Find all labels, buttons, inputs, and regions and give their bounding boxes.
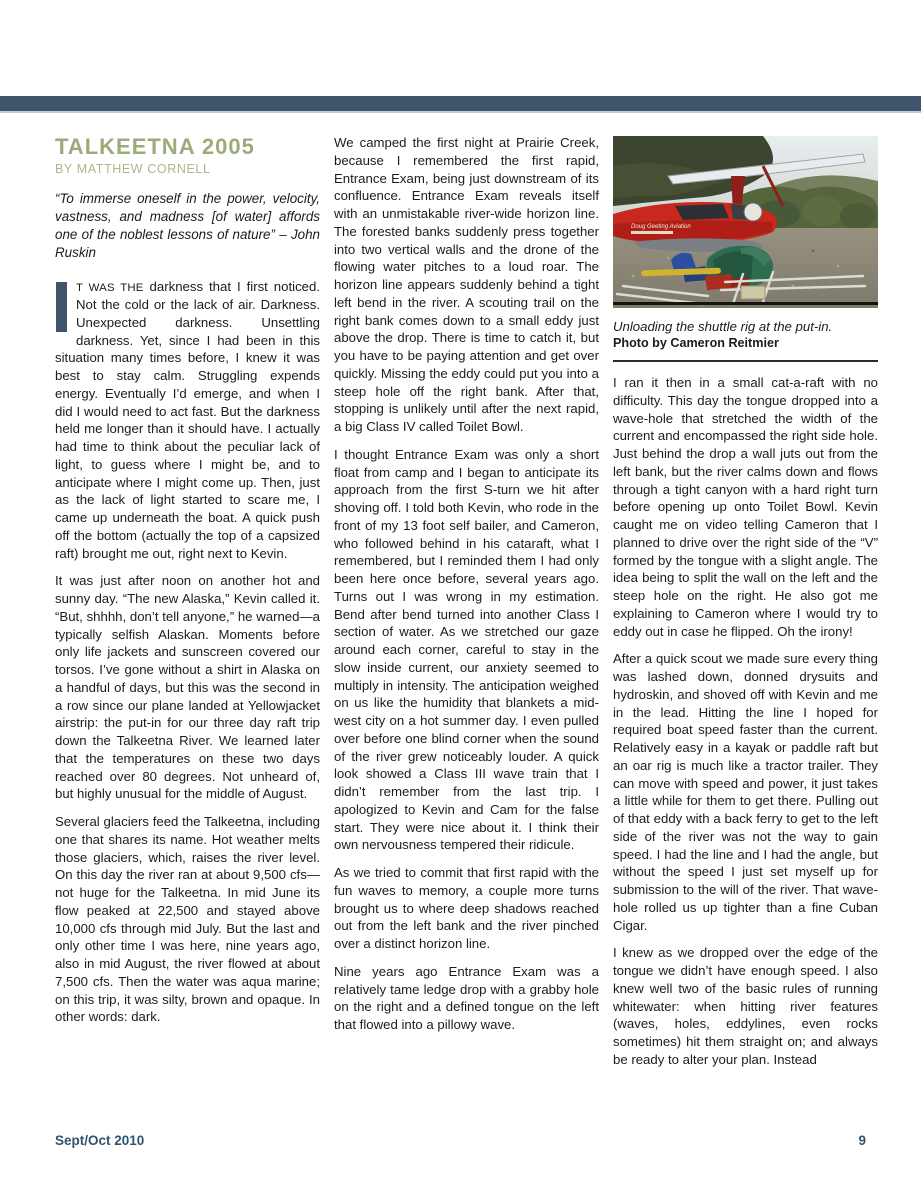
column-1 [55, 130, 320, 1079]
put-in-photo [613, 136, 878, 313]
paragraph-text: darkness that I first noticed. Not the cold or the lack of air. Darkness. Unexpected darkness. Unsettling darkness. Yet, since I had been in this situation many times before, I knew it was best to stay calm. Struggling expends energy. Eventually I’d emerge, and when I did I would need to act fast. But the darkness held me longer than it should have. I actually had time to think about the peculiar lack of light, to guess where I might be, and to anticipate where I might come up. Then, just as the lack of light started to scare me, I came up underneath the boat. A quick push off the bottom (actually the top of a capsized raft) brought me out, right next to Kevin. [55, 278, 320, 561]
paragraph: We camped the first night at Prairie Creek, because I remembered the first rapid, Entrance Exam, being just downstream of its confluence. Entrance Exam reveals itself with an unmistakable river-wide horizon line. The forested banks suddenly press together into two vertical walls and the drone of the flowing water pitches to a loud roar. The horizon line appears suddenly behind a tight left bend in the river. A scouting trail on the right bank comes down to a small eddy just above the drop. There is time to catch it, but you have to be paying attention and get over quickly. Missing the eddy could put you into a steep hole off the right bank. After that, stopping is unlikely until after the next rapid, a big Class IV called Toilet Bowl. [334, 135, 599, 434]
paragraph: It was just after noon on another hot and sunny day. “The new Alaska,” Kevin called it. “But, shhhh, don’t tell anyone,” he warned—a typically selfish Alaskan. Moments before only life jackets and sunscreen covered our torsos. I’ve gone without a shirt in Alaska on a handful of days, but this was the second in a row since our plane landed at Yellowjacket airstrip: the put-in for our three day raft trip down the Talkeetna River. We learned later that the temperatures on these two days reached over 80 degrees. Not unheard of, but highly unusual for the middle of August. [55, 573, 320, 802]
header-accent-bar [0, 96, 921, 113]
paragraph [55, 278, 320, 563]
footer-issue-date: Sept/Oct 2010 [55, 1133, 145, 1148]
photo-bottom-edge [613, 302, 878, 305]
epigraph-quote: “To immerse oneself in the power, velocity, vastness, and madness [of water] affords one of the noblest lessons of nature” – John Ruskin [55, 191, 320, 260]
byline: BY MATTHEW CORNELL [55, 162, 211, 176]
paragraph: I thought Entrance Exam was only a short float from camp and I began to anticipate its approach from the first S-turn we hit after shoving off. I told both Kevin, who rode in the front of my 13 foot self bailer, and Cameron, who followed behind in his cataraft, what I remembered, but I reminded them I had only been here once before, several years ago. Turns out I was wrong in my estimation. Bend after bend turned into another Class I section of water. As we stretched our gaze around each corner, careful to stay in the slow inside current, our anxiety seemed to multiply in intensity. The anticipation weighed on us like the humidity that blankets a mid-west city on a hot summer day. I even pulled over before one blind corner when the sound of the river grew noticeably louder. A quick look showed a Class III wave train that I didn’t remember from the last trip. I apologized to Kevin and Cam for the false start. They were nice about it. I think their own nervousness tempered their ridicule. [334, 446, 599, 853]
paragraph: I knew as we dropped over the edge of the tongue we didn’t have enough speed. I also knew well two of the basic rules of running whitewater: when hitting river features (waves, holes, eddylines, even rocks sometimes) hit them straight on; and always be ready to alter your plan. Instead [613, 945, 878, 1067]
caption-divider [613, 360, 878, 362]
article-body [55, 130, 878, 1079]
column-3 [613, 130, 878, 1079]
paragraph: I ran it then in a small cat-a-raft with no difficulty. This day the tongue dropped into a wave-hole that stretched the width of the current and encompassed the right side hole. Just behind the drop a wall juts out from the left bank, but the river calms down and flows through a tight canyon with a hard right turn before opening up onto Toilet Bowl. Kevin caught me on video telling Cameron that I planned to drive over the right side of the “V” formed by the tongue with a slight angle. The idea being to split the wall on the left and the steep hole on the right. He also got me explaining to Cameron where I would try to eddy out in case he flipped. Oh the irony! [613, 375, 878, 639]
photo-credit: Photo by Cameron Reitmier [613, 336, 779, 350]
paragraph: After a quick scout we made sure every thing was lashed down, donned drysuits and hydroskin, and shoved off with Kevin and me in the lead. Hitting the line I hoped for required boat speed faster than the current. Relatively easy in a kayak or paddle raft but an oar rig is much like a tractor trailer. They can move with speed and power, it just takes a little while for them to get there. Pulling out of that eddy with a back ferry to get to the left side of the river was not the way to gain speed. I had the line and I had the angle, but without the speed I just set myself up for submission to the will of the river. That wave-hole rolled us up tighter than a fine Cuban Cigar. [613, 651, 878, 933]
paragraph: As we tried to commit that first rapid with the fun waves to memory, a couple more turns brought us to where deep shadows reached out from the left bank and the river pinched over a distinct horizon line. [334, 865, 599, 951]
column-2 [334, 130, 599, 1079]
paragraph: Several glaciers feed the Talkeetna, including one that shares its name. Hot weather melts those glaciers, which, raises the river level. On this day the river ran at about 9,500 cfs—not huge for the Talkeetna. In mid June its flow peaked at 22,500 and stayed above 10,000 cfs through mid July. But the last and only other time I was here, nine years ago, also in mid August, the river flowed at about 7,500 cfs. Then the water was aqua marine; on this trip, it was silty, brown and opaque. In other words: dark. [55, 814, 320, 1025]
smallcaps-lead: T WAS THE [76, 281, 144, 294]
photo-caption: Unloading the shuttle rig at the put-in. [613, 319, 833, 334]
dropcap-letter [56, 282, 67, 332]
svg-text:Doug Geeting Aviation: Doug Geeting Aviation [631, 224, 691, 230]
paragraph: Nine years ago Entrance Exam was a relatively tame ledge drop with a grabby hole on the right and a defined tongue on the left that flowed into a pillowy wave. [334, 963, 599, 1032]
footer-page-number: 9 [858, 1133, 866, 1148]
page-title: TALKEETNA 2005 [55, 134, 255, 159]
